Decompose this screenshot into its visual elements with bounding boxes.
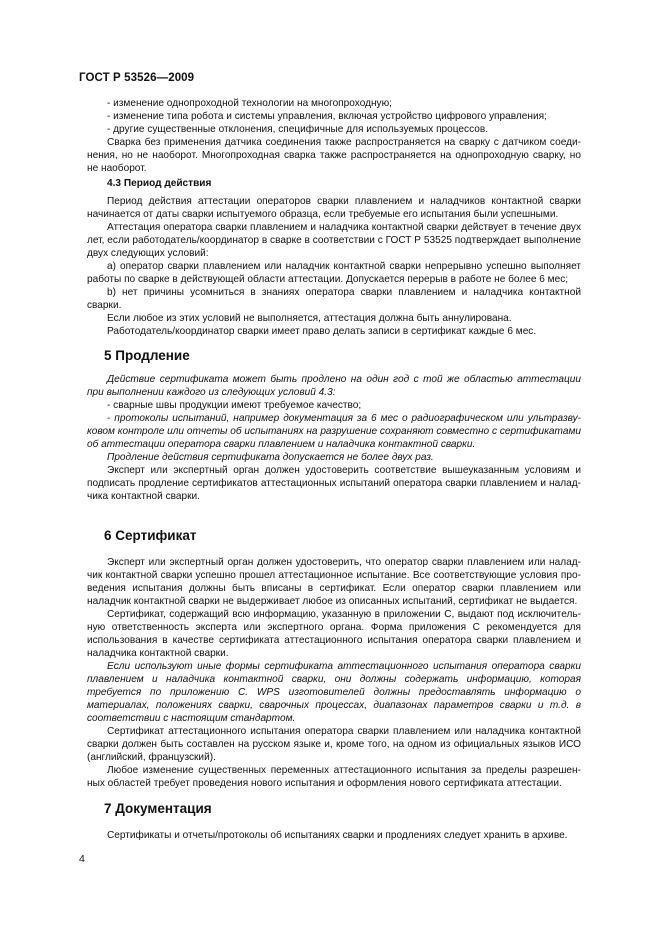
paragraph: Аттестация оператора сварки плавлением и наладчика контактной сварки действует в течение двух лет, если работодатель/координатор в сварке в соответствии с ГОСТ Р 53525 подтверждает выполнение двух следующих условий: (87, 222, 581, 259)
page-number: 4 (79, 853, 85, 865)
document-header: ГОСТ Р 53526—2009 (79, 72, 195, 84)
paragraph: Действие сертификата может быть продлено на один год с той же областью аттестации при выполнении каждого из следующих условий 4.3: (87, 374, 581, 398)
paragraph: Если любое из этих условий не выполняется, аттестация должна быть аннулирована. (107, 313, 512, 324)
subsection-title: 4.3 Период действия (107, 178, 212, 189)
paragraph: Период действия аттестации операторов сварки плавлением и наладчиков контактной сварки начинается от даты сварки испытуемого образца, если требуемые его испытания были успешными. (87, 196, 581, 220)
paragraph: Продление действия сертификата допускается не более двух раз. (107, 452, 434, 463)
intro-block (87, 97, 581, 175)
list-item: a) оператор сварки плавлением или наладчик контактной сварки непрерывно успешно выполняет работы по сварке в действующей области аттестации. Допускается перерыв в работе не более 6 мес; (87, 261, 581, 285)
section-5 (87, 373, 581, 503)
list-item: b) нет причины усомниться в знаниях оператора сварки плавлением и наладчика контактной сварки. (87, 287, 581, 311)
paragraph: Если используют иные формы сертификата аттестационного испытания оператора сварки плавлением и наладчика контактной сварки, они должны содержать информацию, которая требуется по приложению С. WPS изготовителей должны предоставлять информацию о материалах, положениях сварки, сварочных процессах, диапазонах параметров сварки и т.д. в соответствии с настоящим стандартом. (87, 661, 581, 724)
list-item: - изменение типа робота и системы управления, включая устройство цифрового управления; (107, 111, 547, 122)
section-7 (87, 829, 581, 842)
section-title: 5 Продление (104, 348, 190, 363)
list-item: - протоколы испытаний, например документация за 6 мес о радиографическом или ультразвуковом контроле или отчеты об испытаниях на разрушение сохраняют совместно с сертификатами об аттестации оператора сварки плавлением и наладчика контактной сварки. (87, 413, 581, 450)
paragraph: Сертификат, содержащий всю информацию, указанную в приложении С, выдают под исключительную ответственность эксперта или экспертного органа. Форма приложения С рекомендуется для использования в качестве сертификата аттестационного испытания оператора сварки плавлением и наладчика контактной сварки. (87, 609, 581, 659)
paragraph: Сертификат аттестационного испытания оператора сварки плавлением или наладчика контактной сварки должен быть составлен на русском языке и, кроме того, на одном из официальных языков ИСО (английский, французский). (87, 726, 581, 763)
section-4-3 (87, 177, 581, 338)
section-title: 6 Сертификат (104, 528, 197, 543)
paragraph: Работодатель/координатор сварки имеет право делать записи в сертификат каждые 6 мес. (107, 326, 537, 337)
list-item: - сварные швы продукции имеют требуемое качество; (107, 400, 362, 411)
section-6 (87, 556, 581, 790)
paragraph: Любое изменение существенных переменных аттестационного испытания за пределы разрешенных областей требует проведения нового испытания и оформления нового сертификата аттестации. (87, 765, 581, 789)
list-item: - другие существенные отклонения, специфичные для используемых процессов. (107, 124, 489, 135)
paragraph: Сертификаты и отчеты/протоколы об испытаниях сварки и продлениях следует хранить в архиве. (107, 830, 568, 841)
list-item: - изменение однопроходной технологии на многопроходную; (107, 98, 392, 109)
section-title: 7 Документация (104, 801, 212, 816)
paragraph: Эксперт или экспертный орган должен удостоверить соответствие вышеуказанным условиям и подписать продление сертификатов аттестационных испытаний оператора сварки плавлением и наладчика контактной сварки. (87, 465, 581, 502)
paragraph: Сварка без применения датчика соединения также распространяется на сварку с датчиком соединения, но не наоборот. Многопроходная сварка также распространяется на однопроходную сварку, но не наоборот. (87, 137, 581, 174)
paragraph: Эксперт или экспертный орган должен удостоверить, что оператор сварки плавлением или наладчик контактной сварки успешно прошел аттестационное испытание. Все соответствующие условия проведения испытания должны быть вписаны в сертификат. Если оператор сварки плавлением или наладчик контактной сварки не выдерживает любое из описанных испытаний, сертификат не выдается. (87, 557, 581, 607)
